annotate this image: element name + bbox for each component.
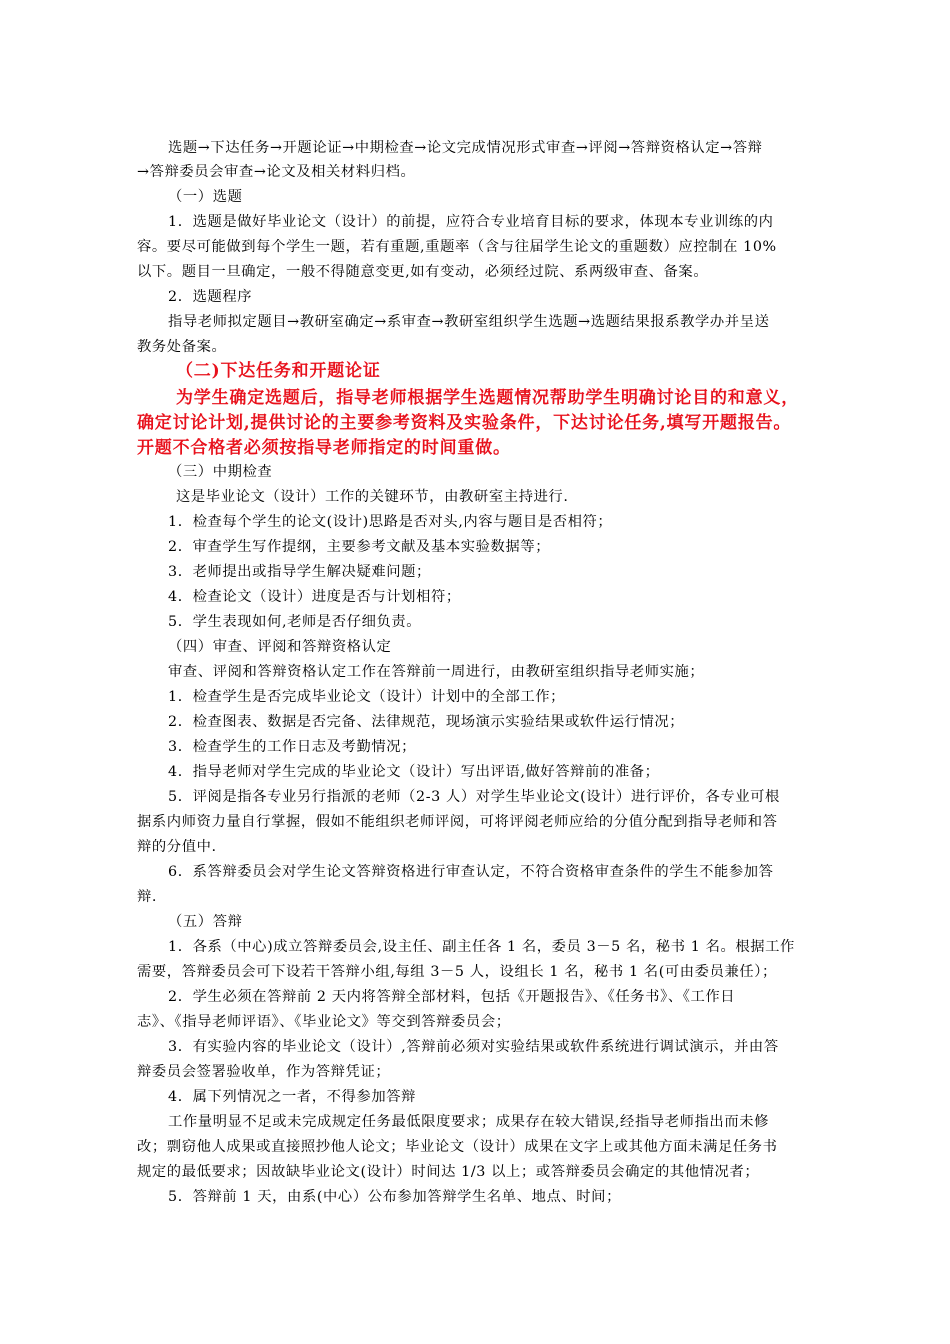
list-item: 6．系答辩委员会对学生论文答辩资格进行审查认定，不符合资格审查条件的学生不能参加答: [168, 864, 774, 880]
paragraph-line: 以下。题目一旦确定，一般不得随意变更,如有变动，必须经过院、系两级审查、备案。: [137, 264, 709, 280]
list-item: 5．评阅是指各专业另行指派的老师（2-3 人）对学生毕业论文(设计）进行评价，各专业可根: [168, 789, 780, 805]
paragraph-line: 这是毕业论文（设计）工作的关键环节，由教研室主持进行.: [176, 489, 569, 505]
list-item: 3．检查学生的工作日志及考勤情况；: [168, 739, 417, 755]
section-heading-task-assignment: （二)下达任务和开题论证: [176, 361, 381, 381]
process-flow-line-2: →答辩委员会审查→论文及相关材料归档。: [137, 164, 416, 180]
list-item: 4．属下列情况之一者，不得参加答辩: [168, 1089, 417, 1105]
paragraph-line: 辩委员会签署验收单，作为答辩凭证；: [137, 1064, 391, 1080]
section-heading-defense: （五）答辩: [168, 914, 243, 930]
list-item: 3．有实验内容的毕业论文（设计）,答辩前必须对实验结果或软件系统进行调试演示，并由答: [168, 1039, 779, 1055]
highlighted-paragraph-line: 为学生确定选题后，指导老师根据学生选题情况帮助学生明确讨论目的和意义，: [176, 388, 799, 408]
list-item: 4．指导老师对学生完成的毕业论文（设计）写出评语,做好答辩前的准备；: [168, 764, 660, 780]
list-item: 4．检查论文（设计）进度是否与计划相符；: [168, 589, 461, 605]
list-item: 2．检查图表、数据是否完备、法律规范，现场演示实验结果或软件运行情况；: [168, 714, 685, 730]
paragraph-line: 规定的最低要求；因故缺毕业论文(设计）时间达 1/3 以上；或答辩委员会确定的其他情况者；: [137, 1164, 760, 1180]
section-heading-review: （四）审查、评阅和答辩资格认定: [168, 639, 392, 655]
paragraph-line: 指导老师拟定题目→教研室确定→系审查→教研室组织学生选题→选题结果报系教学办并呈送: [168, 314, 770, 330]
paragraph-line: 工作量明显不足或未完成规定任务最低限度要求；成果存在较大错误,经指导老师指出而未修: [168, 1114, 770, 1130]
paragraph-line: 容。要尽可能做到每个学生一题，若有重题,重题率（含与往届学生论文的重题数）应控制在 10%: [137, 239, 777, 255]
section-heading-midterm-check: （三）中期检查: [168, 464, 273, 480]
list-item: 3．老师提出或指导学生解决疑难问题；: [168, 564, 431, 580]
paragraph-line: 需要，答辩委员会可下设若干答辩小组,每组 3－5 人，设组长 1 名，秘书 1 名(可由委员兼任）；: [137, 964, 777, 980]
list-item: 1．检查学生是否完成毕业论文（设计）计划中的全部工作；: [168, 689, 566, 705]
paragraph-line: 审查、评阅和答辩资格认定工作在答辩前一周进行，由教研室组织指导老师实施；: [168, 664, 705, 680]
paragraph-line: 据系内师资力量自行掌握，假如不能组织老师评阅，可将评阅老师应给的分值分配到指导老师和答: [137, 814, 778, 830]
paragraph-line: 改；剽窃他人成果或直接照抄他人论文；毕业论文（设计）成果在文字上或其他方面未满足任务书: [137, 1139, 778, 1155]
list-item: 1．各系（中心)成立答辩委员会,设主任、副主任各 1 名，委员 3－5 名，秘书 1 名。根据工作: [168, 939, 795, 955]
list-item: 2．学生必须在答辩前 2 天内将答辩全部材料，包括《开题报告》、《任务书》、《工作日: [168, 989, 736, 1005]
list-item: 5．学生表现如何,老师是否仔细负责。: [168, 614, 422, 630]
paragraph-line: 1．选题是做好毕业论文（设计）的前提，应符合专业培育目标的要求，体现本专业训练的内: [168, 214, 774, 230]
paragraph-line: 教务处备案。: [137, 339, 227, 355]
paragraph-line: 辩.: [137, 889, 158, 905]
list-item: 1．检查每个学生的论文(设计)思路是否对头,内容与题目是否相符；: [168, 514, 613, 530]
list-item: 5．答辩前 1 天，由系(中心）公布参加答辩学生名单、地点、时间；: [168, 1189, 621, 1205]
highlighted-paragraph-line: 开题不合格者必须按指导老师指定的时间重做。: [137, 438, 511, 458]
subheading-selection-procedure: 2．选题程序: [168, 289, 253, 305]
process-flow-line-1: 选题→下达任务→开题论证→中期检查→论文完成情况形式审查→评阅→答辩资格认定→答辩: [168, 140, 763, 156]
section-heading-topic-selection: （一）选题: [168, 189, 243, 205]
paragraph-line: 辩的分值中.: [137, 839, 217, 855]
list-item: 2．审查学生写作提纲，主要参考文献及基本实验数据等；: [168, 539, 551, 555]
paragraph-line: 志》、《指导老师评语》、《毕业论文》等交到答辩委员会；: [137, 1014, 511, 1030]
highlighted-paragraph-line: 确定讨论计划,提供讨论的主要参考资料及实验条件，下达讨论任务,填写开题报告。: [137, 413, 792, 433]
